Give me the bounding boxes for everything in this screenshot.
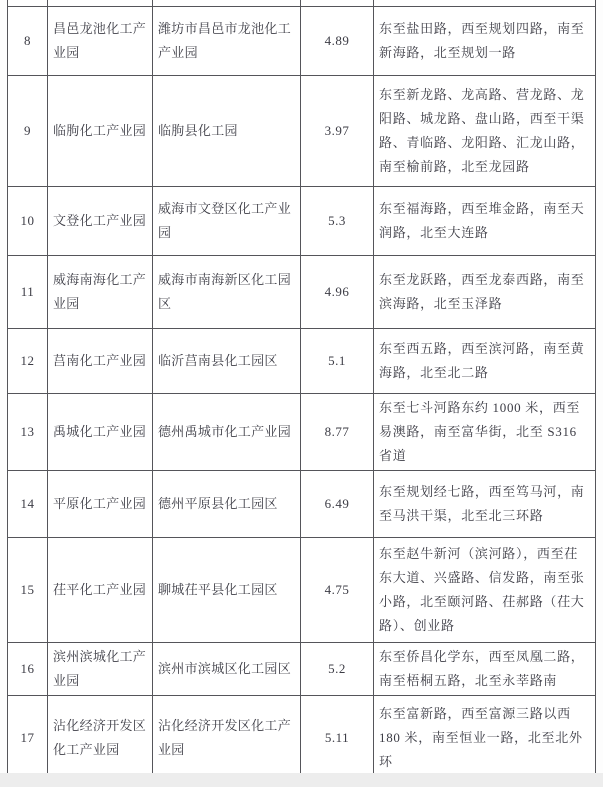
table-row [8, 329, 596, 394]
table-row [8, 7, 596, 76]
row-number-cell: 8 [8, 7, 48, 76]
park-name-cell: 禹城化工产业园 [48, 394, 153, 471]
area-cell: 5.2 [301, 643, 374, 696]
area-cell: 5.11 [301, 696, 374, 781]
park-name-cell: 滨州滨城化工产业园 [48, 643, 153, 696]
boundary-cell: 东至西五路，西至滨河路，南至黄海路，北至北二路 [374, 329, 596, 394]
page-bottom-margin [0, 773, 603, 787]
park-name-cell: 平原化工产业园 [48, 471, 153, 538]
table-row [8, 696, 596, 781]
area-cell: 4.75 [301, 538, 374, 643]
park-location-cell: 德州平原县化工园区 [153, 471, 301, 538]
table-row [8, 256, 596, 329]
park-location-cell: 聊城茌平县化工园区 [153, 538, 301, 643]
park-location-cell: 潍坊市昌邑市龙池化工产业园 [153, 7, 301, 76]
park-location-cell: 威海市文登区化工产业园 [153, 187, 301, 256]
boundary-cell: 东至赵牛新河（滨河路），西至茌东大道、兴盛路、信发路，南至张小路，北至颐河路、茌郝路（茌大路）、创业路 [374, 538, 596, 643]
table-row [8, 394, 596, 471]
boundary-cell: 东至福海路，西至堆金路，南至天润路，北至大连路 [374, 187, 596, 256]
park-location-cell: 威海市南海新区化工园区 [153, 256, 301, 329]
table-row [8, 76, 596, 187]
table-row [8, 471, 596, 538]
row-number-cell: 10 [8, 187, 48, 256]
park-location-cell: 临沂莒南县化工园区 [153, 329, 301, 394]
park-name-cell: 沾化经济开发区化工产业园 [48, 696, 153, 781]
park-name-cell: 临朐化工产业园 [48, 76, 153, 187]
boundary-cell: 东至七斗河路东约 1000 米，西至易澳路，南至富华街，北至 S316 省道 [374, 394, 596, 471]
park-location-cell: 沾化经济开发区化工产业园 [153, 696, 301, 781]
park-location-cell: 滨州市滨城区化工园区 [153, 643, 301, 696]
boundary-cell: 东至新龙路、龙高路、营龙路、龙阳路、城龙路、盘山路，西至干渠路、青临路、龙阳路、汇龙山路，南至榆前路，北至龙园路 [374, 76, 596, 187]
area-cell: 4.89 [301, 7, 374, 76]
row-number-cell: 12 [8, 329, 48, 394]
park-location-cell: 临朐县化工园 [153, 76, 301, 187]
park-name-cell: 莒南化工产业园 [48, 329, 153, 394]
table-row [8, 538, 596, 643]
row-number-cell: 9 [8, 76, 48, 187]
table-row [8, 187, 596, 256]
park-name-cell: 文登化工产业园 [48, 187, 153, 256]
row-number-cell: 14 [8, 471, 48, 538]
area-cell: 4.96 [301, 256, 374, 329]
park-location-cell: 德州禹城市化工产业园 [153, 394, 301, 471]
area-cell: 5.3 [301, 187, 374, 256]
row-number-cell: 11 [8, 256, 48, 329]
area-cell: 5.1 [301, 329, 374, 394]
boundary-cell: 东至龙跃路，西至龙泰西路，南至滨海路，北至玉泽路 [374, 256, 596, 329]
row-number-cell: 15 [8, 538, 48, 643]
park-name-cell: 昌邑龙池化工产业园 [48, 7, 153, 76]
table-row [8, 643, 596, 696]
boundary-cell: 东至盐田路，西至规划四路，南至新海路，北至规划一路 [374, 7, 596, 76]
area-cell: 6.49 [301, 471, 374, 538]
boundary-cell: 东至规划经七路，西至笃马河，南至马洪干渠，北至北三环路 [374, 471, 596, 538]
park-name-cell: 茌平化工产业园 [48, 538, 153, 643]
park-name-cell: 威海南海化工产业园 [48, 256, 153, 329]
row-number-cell: 17 [8, 696, 48, 781]
boundary-cell: 东至侨昌化学东，西至凤凰二路，南至梧桐五路，北至永莘路南 [374, 643, 596, 696]
row-number-cell: 13 [8, 394, 48, 471]
industrial-park-table [7, 0, 596, 782]
area-cell: 8.77 [301, 394, 374, 471]
area-cell: 3.97 [301, 76, 374, 187]
row-number-cell: 16 [8, 643, 48, 696]
boundary-cell: 东至富新路，西至富源三路以西 180 米，南至恒业一路，北至北外环 [374, 696, 596, 781]
